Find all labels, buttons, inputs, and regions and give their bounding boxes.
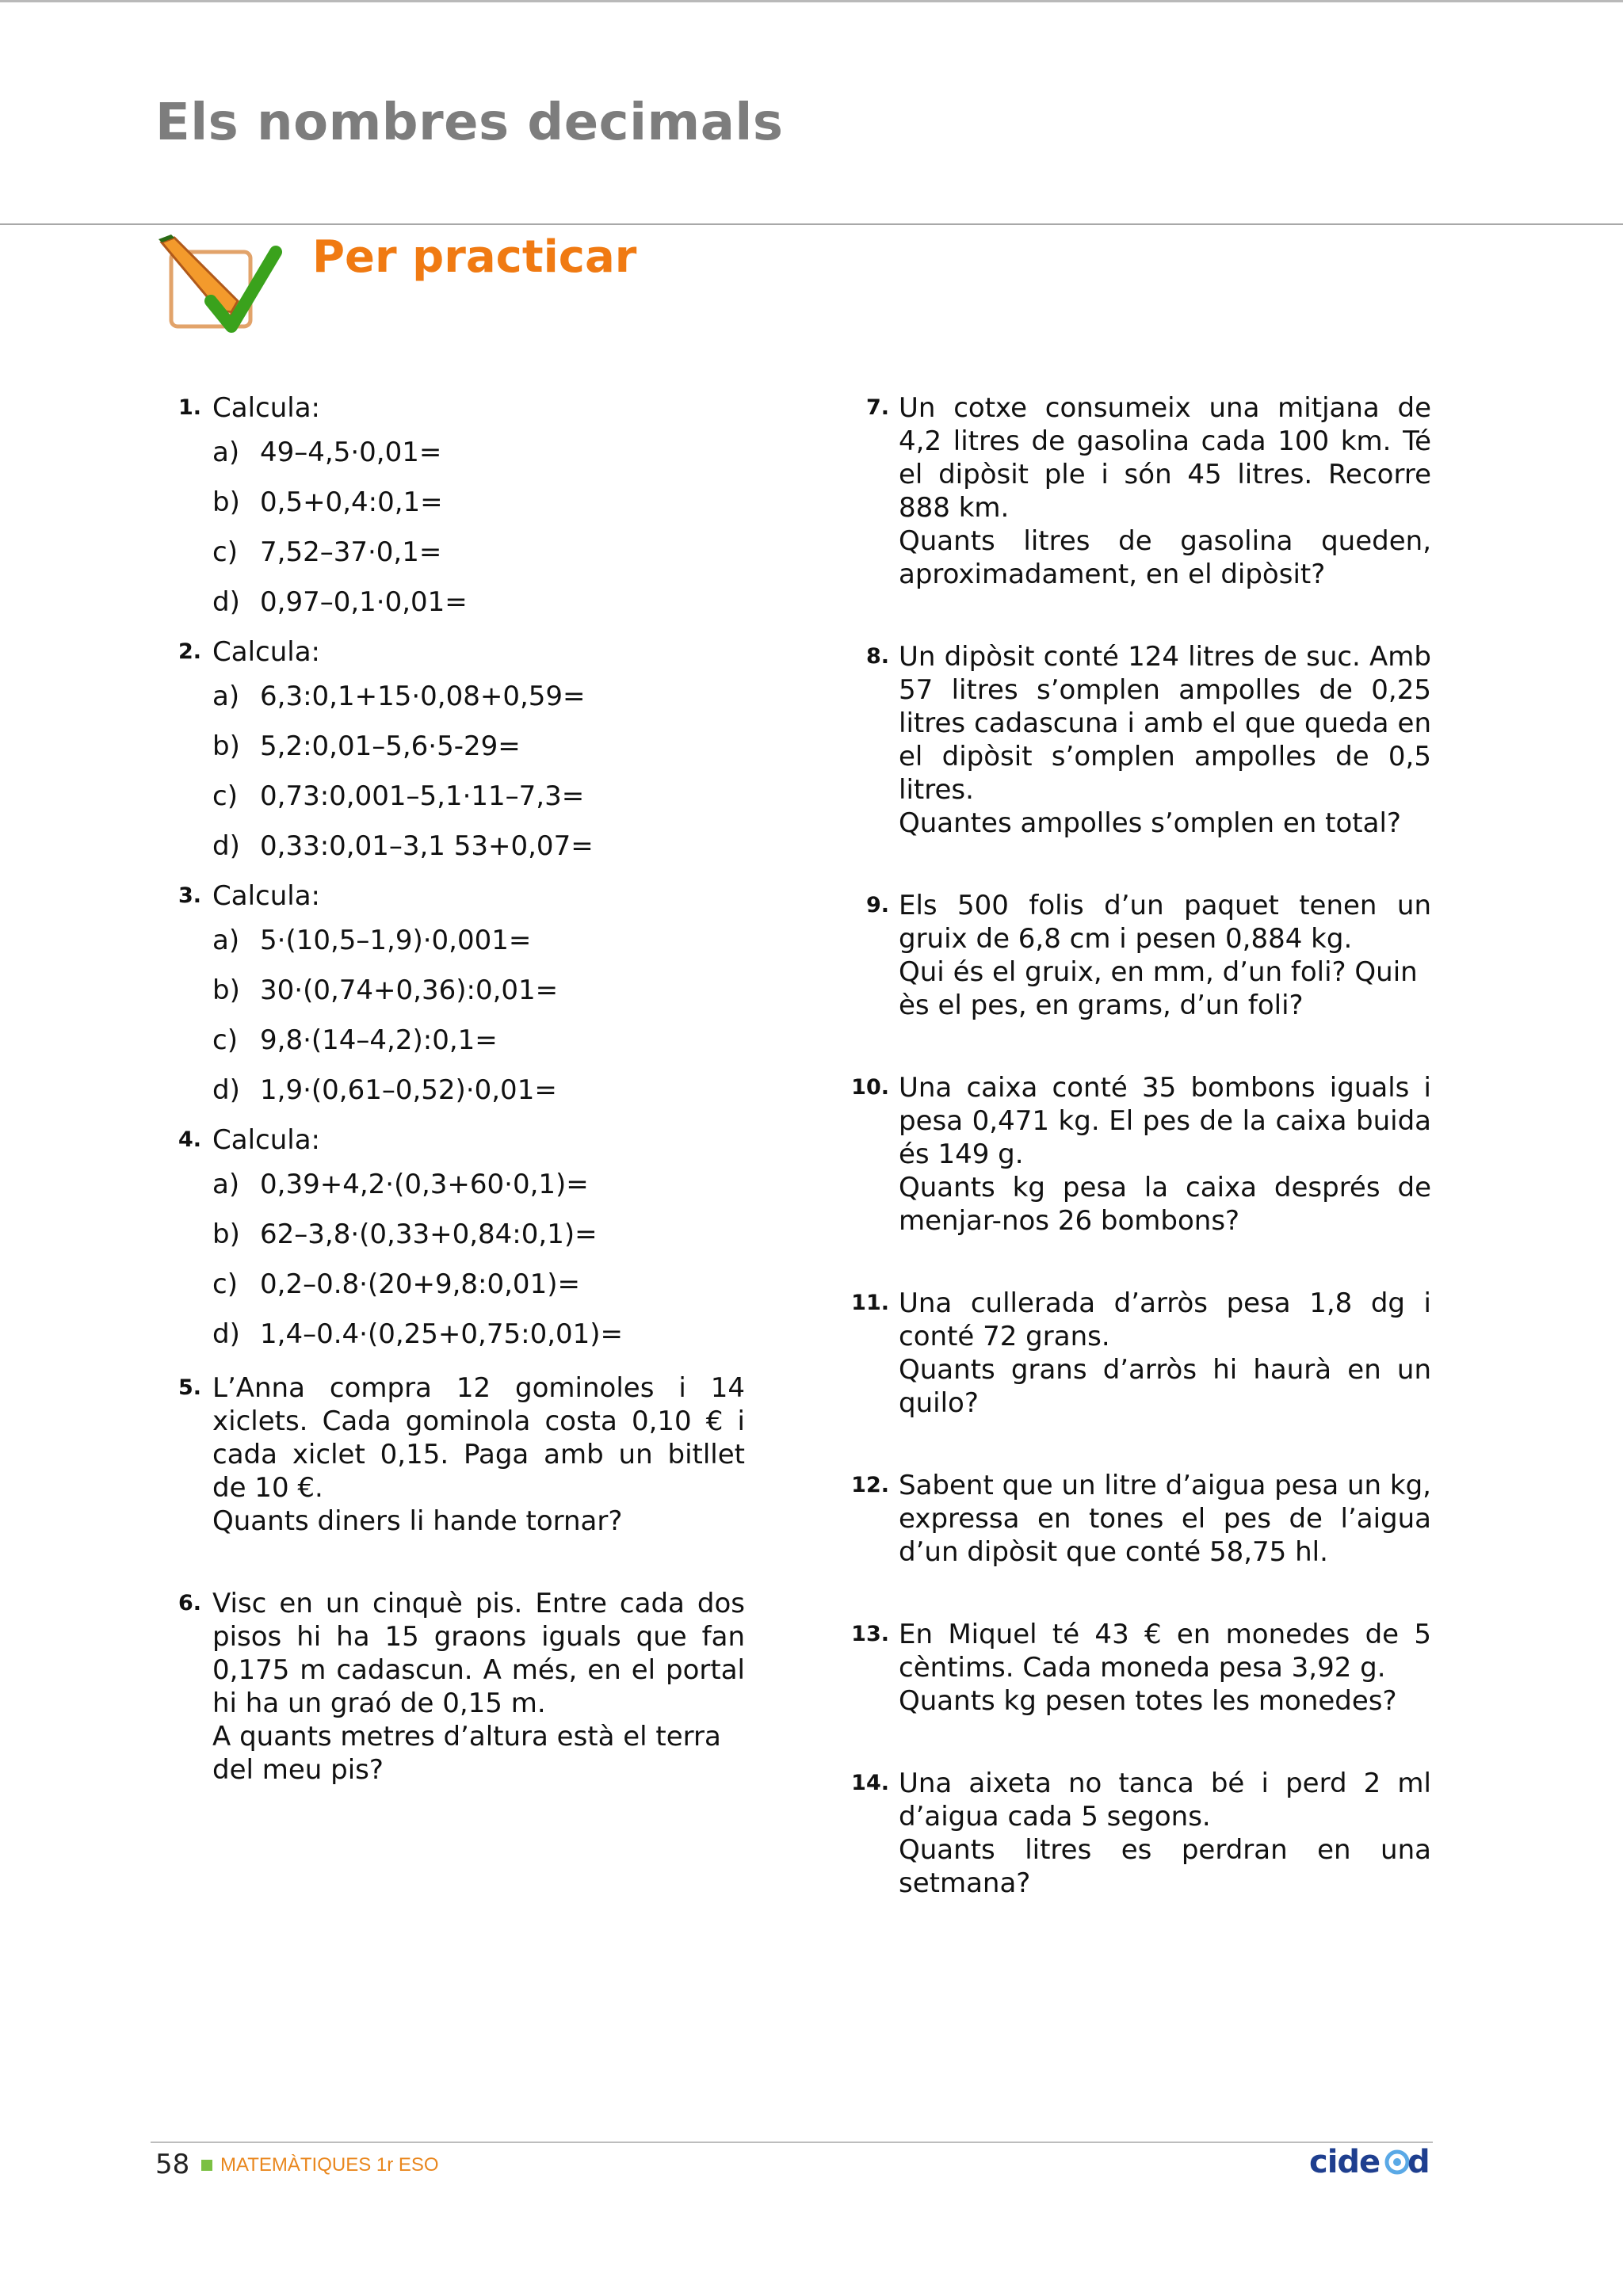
exercise-number: 4. — [178, 1127, 201, 1152]
bullet-square-icon — [201, 2160, 212, 2171]
problem-statement: L’Anna compra 12 gominoles i 14 xiclets. Cada gominola costa 0,10 € i cada xiclet 0,15. Paga amb un bitllet de 10 €. — [212, 1372, 745, 1504]
item-letter: d) — [212, 830, 240, 862]
exercise-number: 13. — [851, 1622, 889, 1646]
item-letter: a) — [212, 437, 240, 468]
expression-item — [187, 830, 745, 863]
exercise-instruction: Calcula: — [212, 636, 320, 668]
exercise-number: 3. — [178, 883, 201, 908]
exercise-number: 14. — [851, 1771, 889, 1795]
exercise-number: 1. — [178, 395, 201, 420]
expression: 49–4,5·0,01= — [260, 437, 442, 468]
expression: 0,97–0,1·0,01= — [260, 586, 468, 618]
exercise-14 — [845, 1767, 1431, 1900]
expression-item — [187, 1268, 745, 1301]
expression: 0,73:0,001–5,1·11–7,3= — [260, 780, 585, 812]
exercise-instruction: Calcula: — [212, 880, 320, 912]
expression-item — [187, 974, 745, 1007]
exercise-6 — [178, 1587, 745, 1787]
expression: 1,4–0.4·(0,25+0,75:0,01)= — [260, 1318, 624, 1350]
expression: 0,39+4,2·(0,3+60·0,1)= — [260, 1169, 589, 1200]
expression-item — [187, 1318, 745, 1351]
exercise-column-right — [845, 391, 1431, 1900]
exercise-3 — [178, 879, 745, 1107]
footer-divider — [151, 2142, 1433, 2143]
expression: 7,52–37·0,1= — [260, 536, 442, 568]
item-letter: b) — [212, 730, 240, 762]
exercise-column-left — [178, 391, 745, 1787]
expression-item — [187, 924, 745, 957]
problem-statement: En Miquel té 43 € en monedes de 5 cèntims. Cada moneda pesa 3,92 g. — [899, 1619, 1431, 1684]
exercise-2 — [178, 635, 745, 863]
item-letter: d) — [212, 1074, 240, 1106]
exercise-8 — [845, 640, 1431, 840]
expression-list — [212, 924, 745, 1107]
exercise-number: 11. — [851, 1291, 889, 1315]
expression-item — [187, 680, 745, 713]
page-number: 58 — [155, 2149, 190, 2180]
expression-item — [187, 536, 745, 569]
expression-item — [187, 730, 745, 763]
exercise-13 — [845, 1618, 1431, 1718]
expression: 0,33:0,01–3,1 53+0,07= — [260, 830, 594, 862]
problem-statement: Sabent que un litre d’aigua pesa un kg, expressa en tones el pes de l’aigua d’un dipòsit que conté 58,75 hl. — [899, 1470, 1431, 1568]
expression-item — [187, 1168, 745, 1201]
section-title: Per practicar — [312, 231, 637, 283]
exercise-7 — [845, 391, 1431, 591]
cidead-logo — [1308, 2139, 1433, 2183]
expression-list — [212, 1168, 745, 1351]
exercise-number: 8. — [865, 644, 889, 669]
problem-statement: Els 500 folis d’un paquet tenen un gruix de 6,8 cm i pesen 0,884 kg. — [899, 890, 1431, 955]
exercise-9 — [845, 889, 1431, 1022]
problem-statement: Una caixa conté 35 bombons iguals i pesa 0,471 kg. El pes de la caixa buida és 149 g. — [899, 1072, 1431, 1170]
exercise-number: 12. — [851, 1473, 889, 1497]
item-letter: c) — [212, 780, 238, 812]
svg-text:cide: cide — [1309, 2144, 1381, 2180]
expression-item — [187, 436, 745, 469]
exercise-number: 9. — [865, 893, 889, 917]
item-letter: c) — [212, 1024, 238, 1056]
exercise-instruction: Calcula: — [212, 1124, 320, 1156]
exercise-1 — [178, 391, 745, 619]
svg-text:d: d — [1407, 2144, 1430, 2180]
page-title: Els nombres decimals — [155, 93, 784, 152]
problem-statement: Una cullerada d’arròs pesa 1,8 dg i conté 72 grans. — [899, 1287, 1431, 1352]
problem-question: Quants diners li hande tornar? — [212, 1505, 623, 1537]
item-letter: c) — [212, 1268, 238, 1300]
problem-question: Quants kg pesen totes les monedes? — [899, 1685, 1397, 1717]
expression-item — [187, 1218, 745, 1251]
expression: 0,5+0,4:0,1= — [260, 486, 443, 518]
expression: 1,9·(0,61–0,52)·0,01= — [260, 1074, 557, 1106]
expression-list — [212, 680, 745, 863]
item-letter: c) — [212, 536, 238, 568]
item-letter: b) — [212, 486, 240, 518]
item-letter: a) — [212, 925, 240, 956]
problem-question: Quants grans d’arròs hi haurà en un quilo? — [899, 1354, 1431, 1419]
problem-question: Quants kg pesa la caixa després de menjar-nos 26 bombons? — [899, 1172, 1431, 1237]
expression: 30·(0,74+0,36):0,01= — [260, 974, 559, 1006]
problem-statement: Un dipòsit conté 124 litres de suc. Amb 57 litres s’omplen ampolles de 0,25 litres cadascuna i amb el que queda en el dipòsit s’omplen ampolles de 0,5 litres. — [899, 641, 1431, 806]
problem-question: A quants metres d’altura està el terra del meu pis? — [212, 1721, 721, 1786]
problem-question: Quantes ampolles s’omplen en total? — [899, 807, 1401, 839]
exercise-number: 7. — [865, 395, 889, 420]
exercise-number: 5. — [178, 1375, 201, 1400]
problem-question: Qui és el gruix, en mm, d’un foli? Quin ès el pes, en grams, d’un foli? — [899, 956, 1418, 1021]
expression: 0,2–0.8·(20+9,8:0,01)= — [260, 1268, 580, 1300]
problem-statement: Una aixeta no tanca bé i perd 2 ml d’aigua cada 5 segons. — [899, 1768, 1431, 1833]
expression-item — [187, 1024, 745, 1057]
expression-item — [187, 1074, 745, 1107]
item-letter: d) — [212, 1318, 240, 1350]
exercise-10 — [845, 1071, 1431, 1238]
expression: 5,2:0,01–5,6·5-29= — [260, 730, 521, 762]
expression: 6,3:0,1+15·0,08+0,59= — [260, 681, 586, 712]
expression-list — [212, 436, 745, 619]
footer-subject: MATEMÀTIQUES 1r ESO — [220, 2154, 439, 2176]
item-letter: a) — [212, 1169, 240, 1200]
exercise-number: 10. — [851, 1075, 889, 1100]
top-border — [0, 0, 1623, 2]
item-letter: d) — [212, 586, 240, 618]
expression-item — [187, 486, 745, 519]
exercise-12 — [845, 1469, 1431, 1569]
problem-question: Quants litres es perdran en una setmana? — [899, 1834, 1431, 1899]
expression: 62–3,8·(0,33+0,84:0,1)= — [260, 1219, 598, 1250]
problem-statement: Visc en un cinquè pis. Entre cada dos pisos hi ha 15 graons iguals que fan 0,175 m cadascun. A més, en el portal hi ha un graó de 0,15 m. — [212, 1588, 745, 1719]
exercise-number: 6. — [178, 1591, 201, 1615]
exercise-instruction: Calcula: — [212, 392, 320, 424]
exercise-5 — [178, 1371, 745, 1538]
exercise-4 — [178, 1123, 745, 1351]
exercise-11 — [845, 1287, 1431, 1420]
header-divider — [0, 223, 1623, 225]
item-letter: b) — [212, 1219, 240, 1250]
expression-item — [187, 585, 745, 619]
item-letter: b) — [212, 974, 240, 1006]
problem-statement: Un cotxe consumeix una mitjana de 4,2 litres de gasolina cada 100 km. Té el dipòsit ple i són 45 litres. Recorre 888 km. — [899, 392, 1431, 524]
problem-question: Quants litres de gasolina queden, aproximadament, en el dipòsit? — [899, 525, 1431, 590]
expression: 5·(10,5–1,9)·0,001= — [260, 925, 532, 956]
exercise-number: 2. — [178, 639, 201, 664]
expression-item — [187, 780, 745, 813]
pencil-check-icon — [155, 235, 282, 338]
item-letter: a) — [212, 681, 240, 712]
expression: 9,8·(14–4,2):0,1= — [260, 1024, 498, 1056]
